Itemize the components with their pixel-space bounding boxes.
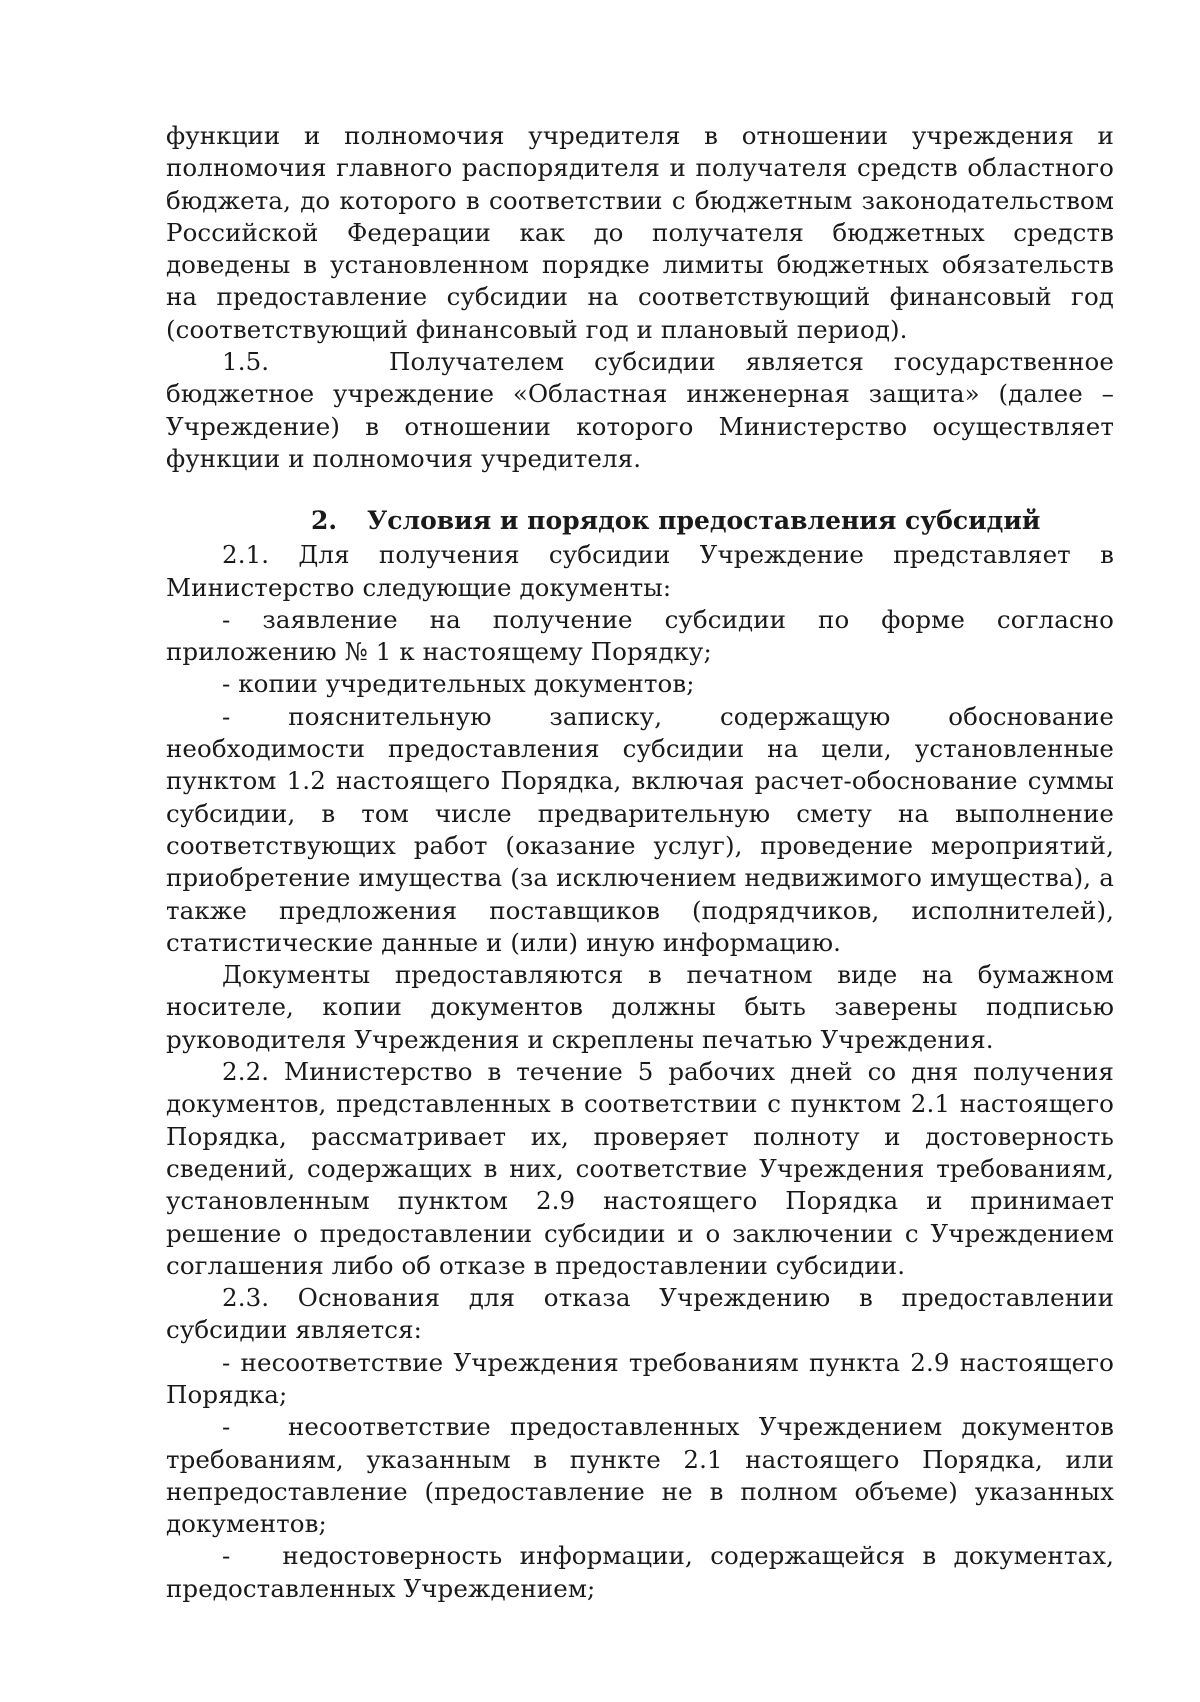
list-item-noncompliance: - несоответствие Учреждения требованиям пункта 2.9 настоящего Порядка;: [166, 1347, 1114, 1409]
document-page: [166, 120, 1114, 1605]
paragraph-2-3: 2.3. Основания для отказа Учреждению в предоставлении субсидии является:: [166, 1283, 1114, 1345]
section-heading: [166, 505, 1114, 537]
list-item-founding-docs: - копии учредительных документов;: [222, 669, 695, 699]
section-title: Условия и порядок предоставления субсидий: [367, 506, 1041, 536]
list-item-application: - заявление на получение субсидии по форме согласно приложению № 1 к настоящему Порядку;: [166, 604, 1114, 667]
paragraph-documents-format: Документы предоставляются в печатном виде на бумажном носителе, копии документов должны быть заверены подписью руководителя Учреждения и скреплены печатью Учреждения.: [166, 960, 1114, 1054]
paragraph-2-2: 2.2. Министерство в течение 5 рабочих дней со дня получения документов, представленных в соответствии с пунктом 2.1 настоящего Порядка, рассматривает их, проверяет полноту и достоверность сведений, содержащих в них, соответствие Учреждения требованиям, установленным пунктом 2.9 настоящего Порядка и принимает решение о предоставлении субсидии и о заключении с Учреждением соглашения либо об отказе в предоставлении субсидии.: [166, 1057, 1114, 1280]
list-item-documents-noncompliance: - несоответствие предоставленных Учреждением документов требованиям, указанным в пункте 2.1 настоящего Порядка, или непредоставление (предоставление не в полном объеме) указанных документов;: [166, 1412, 1114, 1539]
section-number: 2.: [311, 506, 338, 536]
paragraph-founder-functions: функции и полномочия учредителя в отношении учреждения и полномочия главного распорядителя и получателя средств областного бюджета, до которого в соответствии с бюджетным законодательством Российской Федерации как до получателя бюджетных средств доведены в установленном порядке лимиты бюджетных обязательств на предоставление субсидии на соответствующий финансовый год (соответствующий финансовый год и плановый период).: [166, 121, 1114, 344]
paragraph-1-5: 1.5. Получателем субсидии является государственное бюджетное учреждение «Областная инженерная защита» (далее – Учреждение) в отношении которого Министерство осуществляет функции и полномочия учредителя.: [166, 347, 1114, 473]
list-item-false-information: - недостоверность информации, содержащейся в документах, предоставленных Учреждением;: [166, 1541, 1114, 1603]
list-item-explanatory-note: - пояснительную записку, содержащую обоснование необходимости предоставления субсидии на цели, установленные пунктом 1.2 настоящего Порядка, включая расчет-обоснование суммы субсидии, в том числе предварительную смету на выполнение соответствующих работ (оказание услуг), проведение мероприятий, приобретение имущества (за исключением недвижимого имущества), а также предложения поставщиков (подрядчиков, исполнителей), статистические данные и (или) иную информацию.: [166, 701, 1114, 957]
paragraph-2-1: 2.1. Для получения субсидии Учреждение представляет в Министерство следующие документы:: [166, 540, 1114, 602]
